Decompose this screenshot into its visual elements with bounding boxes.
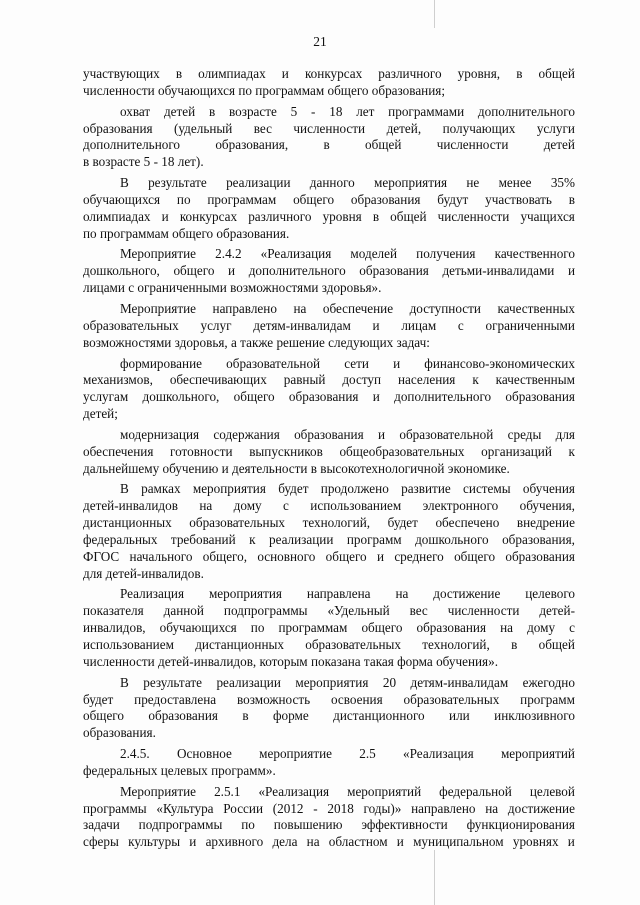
text-line-word: обеспечено bbox=[435, 515, 500, 531]
text-line-word: системы bbox=[463, 481, 511, 497]
text-line-word: детей bbox=[163, 103, 196, 119]
text-line-word: в bbox=[568, 191, 575, 207]
text-line-word: эффективности bbox=[361, 817, 448, 833]
text-line-word: детям-инвалидам bbox=[410, 674, 509, 690]
text-line-word: требований bbox=[170, 531, 236, 547]
text-line-word: направлено bbox=[411, 800, 476, 816]
text-line-word: данной bbox=[163, 603, 204, 619]
text-line bbox=[83, 280, 575, 297]
text-line-word: дополнительного bbox=[248, 263, 346, 279]
text-line-word: предоставлена bbox=[134, 691, 217, 707]
text-line-word: дому bbox=[527, 620, 556, 636]
text-line-word: Реализация bbox=[120, 586, 185, 602]
text-line-word: содержания bbox=[213, 426, 280, 442]
text-line-word: будут bbox=[437, 191, 469, 207]
text-line-word: использованием bbox=[83, 637, 174, 652]
text-line-word: В bbox=[120, 481, 129, 497]
text-line-word: технологий, bbox=[302, 515, 371, 531]
text-line bbox=[83, 498, 575, 515]
text-line bbox=[83, 318, 575, 335]
text-line-word: направлена bbox=[306, 586, 371, 602]
text-line-word: образования bbox=[294, 426, 364, 442]
text-line bbox=[83, 746, 575, 763]
text-line-word: численности bbox=[436, 137, 509, 153]
text-line-word: численности bbox=[447, 603, 520, 619]
text-line-word: лицам bbox=[401, 317, 437, 333]
text-line-word: мероприятия bbox=[192, 481, 266, 497]
text-line-word: по bbox=[176, 191, 191, 207]
text-line-word: 2018 bbox=[327, 800, 354, 816]
text-line-word: дистанционных bbox=[195, 637, 284, 652]
text-line bbox=[83, 83, 575, 100]
text-line-word: образовательных bbox=[189, 515, 286, 531]
text-line-word: мероприятий bbox=[347, 783, 422, 799]
text-line bbox=[83, 104, 575, 121]
text-line-word: дому bbox=[233, 498, 262, 514]
text-line bbox=[83, 175, 575, 192]
text-line bbox=[83, 335, 575, 352]
text-line-word: обеспечения bbox=[83, 443, 154, 459]
text-line-word: среды bbox=[507, 426, 542, 442]
text-line-word: функционирования bbox=[466, 817, 575, 833]
text-line-word: и bbox=[372, 317, 380, 333]
text-line-content: численности обучающихся по программам общего образования; bbox=[83, 82, 446, 98]
text-line-word: на bbox=[485, 800, 499, 816]
text-line-word: услуг bbox=[200, 317, 232, 333]
text-line-word: - bbox=[311, 103, 316, 119]
text-line-content: численности детей-инвалидов, которым показана такая форма обучения». bbox=[83, 653, 499, 669]
text-line-word: результате bbox=[148, 175, 207, 191]
text-line-word: 5 bbox=[290, 103, 298, 119]
text-line-word: олимпиадах bbox=[83, 208, 151, 224]
text-line-word: уровня, bbox=[457, 66, 501, 81]
text-line-word: муниципальном bbox=[413, 834, 504, 850]
text-line-word: по bbox=[250, 620, 265, 636]
text-line bbox=[83, 637, 575, 654]
text-line-word: В bbox=[120, 175, 129, 191]
text-line-word: модернизация bbox=[120, 426, 200, 442]
text-line-word: ограниченными bbox=[485, 317, 575, 333]
text-line-word: в bbox=[242, 708, 249, 724]
text-line-word: выпускников bbox=[249, 443, 323, 459]
text-line-word: общего bbox=[293, 191, 335, 207]
text-line-word: различного bbox=[248, 208, 312, 224]
text-line-word: общего bbox=[454, 548, 496, 564]
text-line-word: «Удельный bbox=[327, 603, 390, 619]
scan-fold-line-bottom bbox=[434, 850, 435, 905]
text-line bbox=[83, 801, 575, 818]
text-line-word: образования bbox=[83, 120, 153, 136]
text-line-word: областном bbox=[328, 834, 388, 850]
text-line-word: детей-инвалидов bbox=[83, 498, 178, 514]
text-line-word: результате bbox=[143, 674, 202, 690]
text-line-word: России bbox=[223, 800, 264, 816]
text-line-word: ФГОС bbox=[83, 548, 120, 564]
text-line-word: организаций bbox=[481, 443, 552, 459]
text-line bbox=[83, 586, 575, 603]
text-line-word: и bbox=[228, 263, 236, 279]
text-line-word: общего bbox=[233, 389, 275, 405]
text-line-word: образовательных bbox=[83, 317, 179, 333]
document-body bbox=[83, 66, 575, 851]
text-line-word: к bbox=[568, 443, 575, 459]
text-line-word: общеобразовательных bbox=[339, 443, 465, 459]
text-line-word: численности bbox=[437, 208, 510, 224]
text-line-word: к bbox=[249, 531, 256, 547]
text-line-word: 18 bbox=[329, 103, 343, 119]
text-line-word: конкурсах bbox=[304, 66, 363, 81]
text-line-word: по bbox=[241, 817, 255, 833]
text-line bbox=[83, 406, 575, 423]
text-line-word: 2.5.1 bbox=[214, 783, 241, 799]
text-line-word: с bbox=[569, 620, 575, 636]
text-line-word: образования bbox=[288, 389, 359, 405]
text-line-word: с bbox=[457, 317, 464, 333]
text-line-word: обучающихся bbox=[83, 191, 161, 207]
text-line-word: мероприятий bbox=[500, 746, 575, 762]
text-line-word: дополнительного bbox=[477, 103, 575, 119]
text-line-word: и bbox=[189, 834, 197, 850]
text-line-content: в возрасте 5 - 18 лет). bbox=[83, 154, 204, 170]
text-line-word: культуры bbox=[128, 834, 181, 850]
text-line-word: образования, bbox=[215, 137, 289, 153]
text-line-content: возможностями здоровья, а также решение следующих задач: bbox=[83, 334, 430, 350]
text-line-word: программ bbox=[346, 531, 402, 547]
text-line-word: и bbox=[396, 834, 404, 850]
text-line-word: финансово-экономических bbox=[424, 355, 575, 371]
text-line bbox=[83, 566, 575, 583]
text-line bbox=[83, 444, 575, 461]
text-line-word: учащихся bbox=[520, 208, 575, 224]
text-line-word: Основное bbox=[176, 746, 232, 762]
text-line-word: 2.4.5. bbox=[120, 746, 150, 762]
text-line-word: внедрение bbox=[516, 515, 575, 531]
text-line-word: общего bbox=[83, 708, 124, 724]
text-line-word: и bbox=[393, 355, 401, 371]
text-line-word: формирование bbox=[120, 355, 202, 371]
text-line bbox=[83, 515, 575, 532]
text-line-word: вес bbox=[409, 603, 428, 619]
text-line-word: обеспечивающих bbox=[169, 372, 267, 388]
text-line-word: доступ bbox=[342, 372, 382, 388]
text-line-word: электронного bbox=[422, 498, 499, 514]
text-line-word: образовательных bbox=[403, 691, 500, 707]
text-line bbox=[83, 154, 575, 171]
text-line-word: моделей bbox=[350, 246, 398, 262]
text-line bbox=[83, 549, 575, 566]
text-line-word: охват bbox=[120, 103, 151, 119]
text-line-word: в bbox=[209, 103, 216, 119]
text-line-word: уровня bbox=[322, 208, 362, 224]
text-line-content: федеральных целевых программ». bbox=[83, 762, 276, 778]
text-line-word: «Реализация bbox=[403, 746, 474, 762]
text-line-word: дошкольного, bbox=[83, 263, 160, 279]
text-line-word: рамках bbox=[141, 481, 181, 497]
text-line bbox=[83, 389, 575, 406]
text-line-word: образования bbox=[350, 191, 421, 207]
text-line-word: направлено bbox=[212, 300, 277, 316]
text-line bbox=[83, 372, 575, 389]
text-line-word: олимпиадах bbox=[198, 66, 266, 81]
text-line-content: дальнейшему обучению и деятельности в высокотехнологичной экономике. bbox=[83, 460, 510, 476]
text-line-content: образования. bbox=[83, 725, 156, 741]
text-line-word: реализации bbox=[226, 175, 291, 191]
text-line-word: мероприятия bbox=[295, 674, 369, 690]
text-line-word: достижение bbox=[507, 800, 575, 816]
text-line bbox=[83, 763, 575, 780]
text-line-word: программам bbox=[207, 191, 277, 207]
text-line-word: детей bbox=[543, 137, 575, 153]
text-line-word: дистанционного bbox=[333, 708, 425, 724]
text-line-word: образования, bbox=[502, 531, 575, 547]
text-line-word: форме bbox=[272, 708, 309, 724]
text-line bbox=[83, 817, 575, 834]
text-line-word: 2.4.2 bbox=[215, 246, 242, 262]
text-line bbox=[83, 121, 575, 138]
text-line-word: программами bbox=[388, 103, 465, 119]
text-line-word: вес bbox=[253, 120, 272, 136]
text-line-word: общего bbox=[325, 548, 367, 564]
text-line-word: - bbox=[313, 800, 318, 816]
text-line-word: детям-инвалидам bbox=[253, 317, 351, 333]
text-line-word: обучения, bbox=[519, 498, 575, 514]
text-line-content: лицами с ограниченными возможностями здоровья». bbox=[83, 280, 382, 296]
text-line-word: и bbox=[281, 66, 289, 81]
text-line-word: и bbox=[372, 389, 380, 405]
text-line-word: образования bbox=[505, 389, 575, 405]
text-line-word: Мероприятие bbox=[120, 246, 197, 262]
text-line-word: программ bbox=[520, 691, 575, 707]
text-line-word: конкурсах bbox=[179, 208, 238, 224]
text-line-word: и bbox=[567, 834, 575, 850]
text-line-word: продолжено bbox=[320, 481, 389, 497]
text-line-word: на bbox=[395, 586, 409, 602]
text-line-word: подпрограммы bbox=[138, 817, 223, 833]
text-line-word: образования bbox=[416, 620, 487, 636]
text-line-word: показателя bbox=[83, 603, 144, 619]
text-line bbox=[83, 620, 575, 637]
text-line-word: дела bbox=[272, 834, 298, 850]
text-line-word: в bbox=[372, 208, 380, 224]
text-line-word: ежегодно bbox=[522, 674, 575, 690]
text-line-word: общего, bbox=[202, 548, 248, 564]
text-line-word: образования bbox=[148, 708, 218, 724]
text-line bbox=[83, 692, 575, 709]
text-line-content: детей; bbox=[83, 406, 118, 422]
text-line-word: детей, bbox=[386, 120, 422, 136]
text-line-word: федеральных bbox=[83, 531, 158, 547]
text-line-word: населения bbox=[397, 372, 456, 388]
text-line-word: детьми-инвалидами bbox=[442, 263, 555, 279]
text-line-word: менее bbox=[498, 175, 532, 191]
text-line-word: в bbox=[175, 66, 183, 81]
text-line-word: в bbox=[516, 66, 523, 81]
text-line-word: будет bbox=[278, 481, 309, 497]
text-line-word: участвующих bbox=[83, 66, 160, 81]
text-line bbox=[83, 226, 575, 243]
text-line-word: 20 bbox=[382, 674, 397, 690]
text-line bbox=[83, 301, 575, 318]
text-line-word: и bbox=[161, 208, 169, 224]
text-line-word: образовательных bbox=[305, 637, 401, 652]
text-line bbox=[83, 246, 575, 263]
text-line bbox=[83, 263, 575, 280]
text-line bbox=[83, 137, 575, 154]
text-line-word: «Культура bbox=[156, 800, 214, 816]
text-line-word: качественных bbox=[497, 300, 575, 316]
text-line-word: данного bbox=[309, 175, 355, 191]
text-line-word: программы bbox=[83, 800, 147, 816]
text-line-word: повышению bbox=[273, 817, 343, 833]
text-line-word: к bbox=[472, 372, 479, 388]
text-line-word: сети bbox=[344, 355, 369, 371]
text-line-word: В bbox=[120, 674, 129, 690]
text-line bbox=[83, 654, 575, 671]
text-line bbox=[83, 784, 575, 801]
text-line-word: (удельный bbox=[174, 120, 233, 136]
text-line-word: и bbox=[376, 548, 385, 564]
text-line-word: федеральной bbox=[439, 783, 512, 799]
text-line bbox=[83, 461, 575, 478]
text-line-word: на bbox=[500, 620, 514, 636]
text-line-word: в bbox=[323, 137, 330, 153]
text-line-word: задачи bbox=[83, 817, 120, 833]
text-line-word: среднего bbox=[394, 548, 444, 564]
text-line-content: по программам общего образования. bbox=[83, 225, 290, 241]
text-line-word: численности bbox=[293, 120, 366, 136]
text-line-word: образовательной bbox=[399, 426, 494, 442]
text-line bbox=[83, 675, 575, 692]
text-line bbox=[83, 603, 575, 620]
text-line-word: Мероприятие bbox=[120, 783, 197, 799]
text-line-word: использованием bbox=[310, 498, 402, 514]
text-line bbox=[83, 66, 575, 83]
text-line-word: или bbox=[449, 708, 470, 724]
text-line-word: подпрограммы bbox=[223, 603, 308, 619]
text-line-word: развитие bbox=[401, 481, 451, 497]
text-line-word: общей bbox=[365, 137, 402, 153]
text-line-word: получающих bbox=[442, 120, 516, 136]
text-line-word: образовательной bbox=[226, 355, 321, 371]
text-line-word: качественного bbox=[494, 246, 575, 262]
text-line-word: мероприятия bbox=[374, 175, 448, 191]
text-line-word: мероприятия bbox=[208, 586, 282, 602]
text-line-word: целевого bbox=[525, 586, 575, 602]
text-line-word: получения bbox=[416, 246, 476, 262]
text-line-word: на bbox=[199, 498, 213, 514]
text-line-word: различного bbox=[378, 66, 442, 81]
text-line bbox=[83, 532, 575, 549]
text-line-word: мероприятие bbox=[259, 746, 332, 762]
text-line-word: достижение bbox=[433, 586, 501, 602]
text-line-word: дополнительного bbox=[83, 137, 181, 153]
text-line-word: общего bbox=[173, 263, 215, 279]
text-line bbox=[83, 481, 575, 498]
text-line-word: общей bbox=[538, 637, 575, 652]
text-line-word: для bbox=[555, 426, 575, 442]
text-line-word: обеспечение bbox=[322, 300, 394, 316]
text-line-word: «Реализация bbox=[260, 246, 332, 262]
text-line-word: общей bbox=[538, 66, 575, 81]
text-line-word: архивного bbox=[205, 834, 264, 850]
text-line-word: с bbox=[283, 498, 289, 514]
text-line-word: освоения bbox=[330, 691, 383, 707]
text-line bbox=[83, 192, 575, 209]
text-line-word: программам bbox=[278, 620, 348, 636]
text-line-word: услуги bbox=[536, 120, 575, 136]
text-line-word: годы)» bbox=[363, 800, 402, 816]
text-line-word: дошкольного, bbox=[142, 389, 220, 405]
text-line-word: лет bbox=[356, 103, 375, 119]
text-line-word: (2012 bbox=[272, 800, 304, 816]
text-line-word: общей bbox=[390, 208, 427, 224]
text-line-word: и bbox=[567, 263, 575, 279]
page-number: 21 bbox=[313, 34, 327, 49]
text-line-word: равный bbox=[283, 372, 326, 388]
text-line-word: инклюзивного bbox=[494, 708, 575, 724]
text-line-word: качественным bbox=[495, 372, 575, 388]
text-line-word: участвовать bbox=[485, 191, 552, 207]
text-line bbox=[83, 725, 575, 742]
text-line-word: сферы bbox=[83, 834, 119, 850]
text-line-word: технологий, bbox=[422, 637, 490, 652]
text-line-word: не bbox=[466, 175, 480, 191]
text-line-word: реализации bbox=[268, 531, 334, 547]
text-line bbox=[83, 427, 575, 444]
text-line-word: общего bbox=[361, 620, 403, 636]
text-line-word: 2.5 bbox=[359, 746, 376, 762]
text-line-word: услугам bbox=[83, 389, 129, 405]
text-line-word: возрасте bbox=[229, 103, 277, 119]
text-line-word: инвалидов, bbox=[83, 620, 146, 636]
text-line-word: возможность bbox=[237, 691, 311, 707]
text-line bbox=[83, 209, 575, 226]
text-line-word: в bbox=[511, 637, 518, 652]
text-line-word: доступности bbox=[409, 300, 481, 316]
text-line-word: обучения bbox=[522, 481, 575, 497]
text-line-word: целевой bbox=[529, 783, 575, 799]
text-line-word: на bbox=[306, 834, 320, 850]
text-line-word: детей- bbox=[539, 603, 575, 619]
text-line-word: и bbox=[377, 426, 386, 442]
scan-fold-line-top bbox=[434, 0, 435, 28]
text-line-word: образования bbox=[359, 263, 429, 279]
text-line-word: «Реализация bbox=[258, 783, 330, 799]
text-line-word: дистанционных bbox=[83, 515, 172, 531]
text-line-word: основного bbox=[257, 548, 316, 564]
text-line-word: начального bbox=[129, 548, 193, 564]
text-line-word: готовности bbox=[170, 443, 233, 459]
text-line-content: для детей-инвалидов. bbox=[83, 565, 204, 581]
text-line-word: 35% bbox=[550, 175, 575, 191]
text-line bbox=[83, 356, 575, 373]
text-line-word: уровнях bbox=[512, 834, 559, 850]
text-line bbox=[83, 834, 575, 851]
text-line-word: дополнительного bbox=[394, 389, 492, 405]
text-line-word: на bbox=[293, 300, 307, 316]
text-line-word: будет bbox=[387, 515, 418, 531]
text-line-word: образования bbox=[505, 548, 575, 564]
text-line-word: будет bbox=[83, 691, 114, 707]
text-line-word: механизмов, bbox=[83, 372, 153, 388]
text-line-word: реализации bbox=[216, 674, 281, 690]
text-line-word: дошкольного bbox=[415, 531, 489, 547]
text-line-word: Мероприятие bbox=[120, 300, 197, 316]
text-line bbox=[83, 708, 575, 725]
text-line-word: обучающихся bbox=[159, 620, 237, 636]
